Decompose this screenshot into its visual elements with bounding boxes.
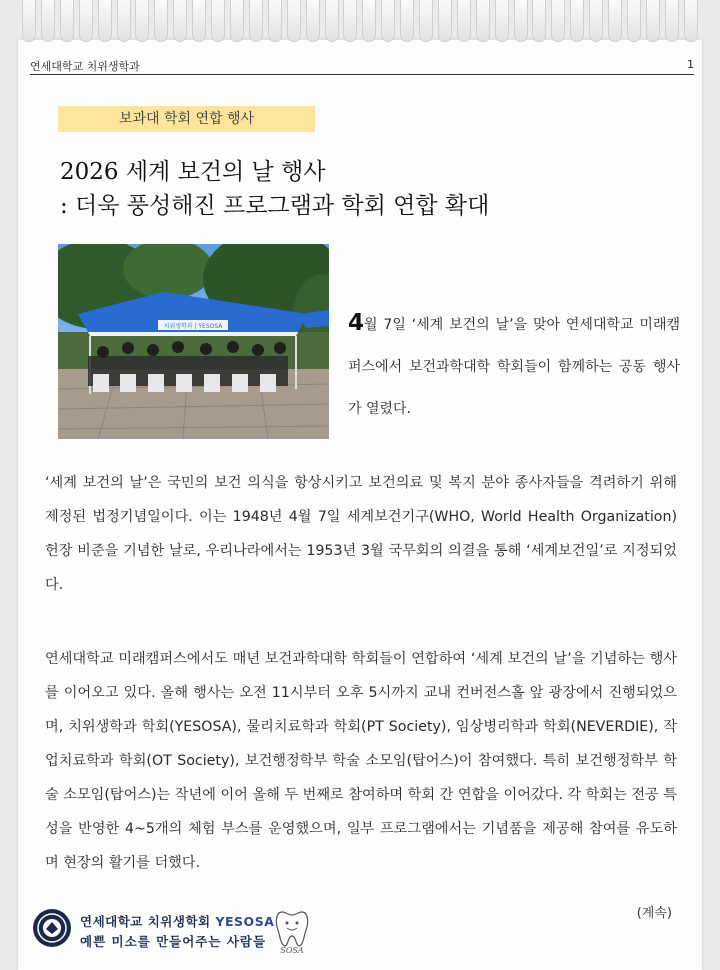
section-tag: 보과대 학회 연합 행사 <box>58 106 315 132</box>
title-line-2: : 더욱 풍성해진 프로그램과 학회 연합 확대 <box>60 193 490 219</box>
footer-society-text: 연세대학교 치위생학회 <box>80 914 216 929</box>
header-dept: 연세대학교 치위생학과 <box>30 60 140 73</box>
title-line-1: 2026 세계 보건의 날 행사 <box>60 159 326 185</box>
body-paragraph: ‘세계 보건의 날’은 국민의 보건 의식을 항상시키고 보건의료 및 복지 분야 종사자들을 격려하기 위해 제정된 법정기념일이다. 이는 1948년 4월 7일 세계보건기구(WHO, World Health Organization) 헌장 비준을 기념한 날로, 우리나라에서는 1953년 3월 국무회의 의결을 통해 ‘세계보건일’로 지정되었다. <box>45 475 677 593</box>
drop-cap: 4 <box>348 310 365 336</box>
body-paragraph: 연세대학교 미래캠퍼스에서도 매년 보건과학대학 학회들이 연합하여 ‘세계 보건의 날’을 기념하는 행사를 이어오고 있다. 올해 행사는 오전 11시부터 오후 5시까지 교내 컨버전스홀 앞 광장에서 진행되었으며, 치위생학과 학회(YESOSA), 물리치료학과 학회(PT Society), 임상병리학과 학회(NEVERDIE), 작업치료학과 학회(OT Society), 보건행정학부 학술 소모임(탑어스)이 참여했다. 특히 보건행정학부 학술 소모임(탑어스)는 작년에 이어 올해 두 번째로 참여하며 학회 간 연합을 이어갔다. 각 학회는 전공 특성을 반영한 4~5개의 체험 부스를 운영했으며, 일부 프로그램에서는 기념품을 제공해 참여를 유도하며 현장의 활기를 더했다. <box>45 651 677 871</box>
tooth-mascot-icon <box>272 906 312 954</box>
event-photo <box>58 244 329 439</box>
tent-sign: 치위생학과 | YESOSA <box>163 323 223 330</box>
page-number: 1 <box>687 58 694 71</box>
continued-label: (계속) <box>636 906 672 921</box>
footer-slogan: 예쁜 미소를 만들어주는 사람들 <box>80 934 267 949</box>
page-header <box>30 58 694 74</box>
mascot-text: SOSA <box>280 946 304 954</box>
footer-society-name <box>80 912 274 930</box>
article-title <box>60 155 700 223</box>
footer <box>32 906 332 954</box>
footer-brand: YESOSA <box>215 914 275 929</box>
header-divider <box>30 74 694 75</box>
university-seal-icon <box>32 908 72 948</box>
intro-text: 월 7일 ‘세계 보건의 날’을 맞아 연세대학교 미래캠퍼스에서 보건과학대학 학회들이 함께하는 공동 행사가 열렸다. <box>348 317 680 417</box>
intro-paragraph <box>348 302 680 430</box>
spiral-binding <box>22 0 698 46</box>
